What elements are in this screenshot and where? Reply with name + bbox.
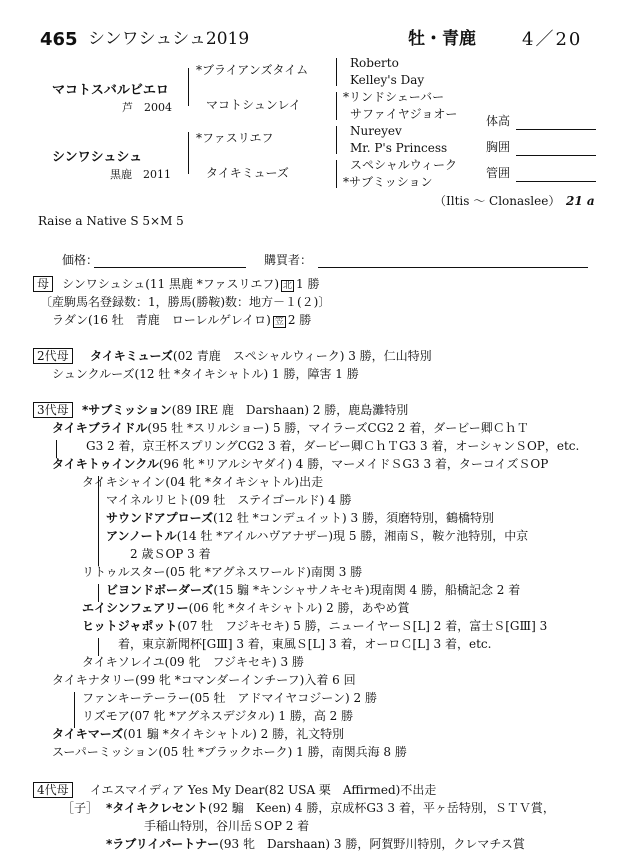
third-dam-line-rest: タイキシャイン(04 牝 *タイキシャトル)出走 xyxy=(82,475,324,489)
cannon-label: 管囲 xyxy=(486,166,511,180)
fourth-dam-child-1-line-2: 手稲山特別，谷川岳ＳOP 2 着 xyxy=(144,819,310,833)
bracket-sire xyxy=(188,68,189,106)
dam-line-3-tail: 2 勝 xyxy=(287,313,312,327)
third-dam-line xyxy=(52,674,356,686)
third-dam-line-rest: 着，東京新聞杯[GⅢ] 3 着，東風Ｓ[L] 3 着，オーロＣ[L] 3 着，etc. xyxy=(118,637,492,651)
second-dam-line-1-rest: (02 青鹿 スペシャルウィーク) 3 勝，仁山特別 xyxy=(172,349,432,363)
sex-color: 牡・青鹿 xyxy=(408,29,476,49)
height-field[interactable] xyxy=(516,129,596,130)
third-dam-line xyxy=(52,458,548,470)
third-dam-line-bold: *サブミッション xyxy=(82,403,172,417)
third-dam-line-rest: スーパーミッション(05 牡 *ブラックホーク) 1 勝，南関兵海 8 勝 xyxy=(52,745,407,759)
ssd-name: Kelley's Day xyxy=(350,73,425,87)
child-1-name: *タイキクレセント xyxy=(106,801,209,815)
tree-bar-4 xyxy=(98,638,99,656)
price-field[interactable] xyxy=(94,267,246,268)
sss-name: Roberto xyxy=(350,56,399,70)
dam-line-2: 〔産駒馬名登録数：1，勝馬(勝鞍)数：地方－１(２)〕 xyxy=(40,295,331,309)
third-dam-line xyxy=(82,692,377,704)
dam-line-3 xyxy=(52,314,311,327)
cannon-field[interactable] xyxy=(516,181,596,182)
second-dam-line-1 xyxy=(90,350,432,362)
dam-line-3-text: ラダン(16 牡 青鹿 ローレルゲレイロ) xyxy=(52,313,271,327)
third-dam-line xyxy=(82,566,362,578)
child-tag: ［子］ xyxy=(62,801,99,815)
child-2-rest: (93 牝 Darshaan) 3 勝，阿賀野川特別，クレマチス賞 xyxy=(219,837,525,851)
tree-bar-1 xyxy=(56,440,57,458)
third-dam-line-rest: (07 牡 フジキセキ) 5 勝，ニューイヤーＳ[L] 2 着，富士Ｓ[GⅢ] 3 xyxy=(177,619,548,633)
fourth-dam-child-2 xyxy=(106,838,525,850)
price-label: 価格： xyxy=(62,253,99,267)
ds-name: *ファスリエフ xyxy=(196,131,274,145)
third-dam-line-rest: タイキソレイユ(09 牝 フジキセキ) 3 勝 xyxy=(82,655,304,669)
bracket-dam xyxy=(188,132,189,174)
dam-line-3-badge: 笠 xyxy=(274,317,284,327)
height-label: 体高 xyxy=(486,114,511,128)
third-dam-line-rest: (12 牡 *コンデュイット) 3 勝，須磨特別，鶴橋特別 xyxy=(213,511,494,525)
dss-name: Nureyev xyxy=(350,124,402,138)
child-2-name: *ラブリイパートナー xyxy=(106,837,220,851)
sdd-name: サファイヤジョオー xyxy=(350,107,458,121)
third-dam-line-rest: マイネルリヒト(09 牡 ステイゴールド) 4 勝 xyxy=(106,493,352,507)
tree-bar-2 xyxy=(98,476,99,566)
chest-label: 胸囲 xyxy=(486,140,511,154)
sd-name: マコトシュンレイ xyxy=(206,98,301,112)
birth-date: 4／20 xyxy=(522,29,583,50)
third-dam-line-bold: アンノートル xyxy=(106,529,177,543)
third-dam-tag: 3代母 xyxy=(33,402,73,418)
third-dam-line-rest: (06 牝 *タイキシャトル) 2 勝，あやめ賞 xyxy=(188,601,410,615)
third-dam-line xyxy=(82,656,304,668)
bracket-dd xyxy=(336,160,337,188)
bracket-ds xyxy=(336,126,337,154)
third-dam-line-rest: (96 牝 *リアルシヤダイ) 4 勝，マーメイドＳG3 3 着，ターコイズＳOP xyxy=(158,457,549,471)
buyer-field[interactable] xyxy=(318,267,588,268)
dd-name: タイキミューズ xyxy=(206,166,289,180)
third-dam-line-rest: ファンキーテーラー(05 牡 アドマイヤコジーン) 2 勝 xyxy=(82,691,377,705)
third-dam-line-rest: (14 牡 *アイルハヴアナザー)現 5 勝，湘南Ｓ，鞍ケ池特別，中京 xyxy=(176,529,529,543)
sds-name: *リンドシェーバー xyxy=(343,90,445,104)
third-dam-line xyxy=(106,584,520,596)
dsd-name: Mr. P's Princess xyxy=(350,141,448,155)
dam-line-1-badge: 北 xyxy=(283,281,293,291)
third-dam-line-rest: タイキナタリー(99 牝 *コマンダーインチーフ)入着 6 回 xyxy=(52,673,356,687)
lot-number: 465 xyxy=(40,29,78,50)
third-dam-line xyxy=(82,602,410,614)
third-dam-line xyxy=(82,620,547,632)
third-dam-line-bold: タイキブライドル xyxy=(52,421,148,435)
fourth-dam-child-1 xyxy=(106,802,555,814)
third-dam-line-rest: (89 IRE 鹿 Darshaan) 2 勝，鹿島灘特別 xyxy=(171,403,409,417)
bracket-sd xyxy=(336,92,337,120)
buyer-label: 購買者： xyxy=(264,253,313,267)
third-dam-line xyxy=(106,494,352,506)
family-number: 21 a xyxy=(566,194,595,208)
dam-tag: 母 xyxy=(33,276,53,292)
dam-info: 黒鹿 2011 xyxy=(110,168,171,181)
third-dam-line xyxy=(52,728,344,740)
tree-bar-5 xyxy=(74,692,75,728)
third-dam-line xyxy=(86,440,579,452)
third-dam-line xyxy=(82,710,353,722)
third-dam-line xyxy=(106,530,528,542)
third-dam-line-bold: ビヨンドボーダーズ xyxy=(106,583,214,597)
third-dam-line-rest: (15 騸 *キンシャサノキセキ)現南関 4 勝，船橋記念 2 着 xyxy=(213,583,521,597)
second-dam-name: タイキミューズ xyxy=(90,349,173,363)
third-dam-line-bold: タイキマーズ xyxy=(52,727,124,741)
third-dam-line xyxy=(130,548,211,560)
dam-line-1 xyxy=(62,278,319,291)
horse-name: シンワシュシュ2019 xyxy=(88,29,250,49)
ss-name: *ブライアンズタイム xyxy=(196,63,309,77)
sire-name: マコトスバルビエロ xyxy=(52,83,169,98)
child-1-rest: (92 騸 Keen) 4 勝，京成杯G3 3 着，平ヶ岳特別，ＳＴＶ賞， xyxy=(208,801,555,815)
third-dam-line xyxy=(82,476,323,488)
third-dam-line xyxy=(52,422,529,434)
third-dam-line-rest: 2 歳ＳOP 3 着 xyxy=(130,547,211,561)
third-dam-line-bold: ヒットジャポット xyxy=(82,619,178,633)
third-dam-line-rest: (01 騸 *タイキシャトル) 2 勝，礼文特別 xyxy=(123,727,345,741)
fourth-dam-line-1: イエスマイディア Yes My Dear(82 USA 栗 Affirmed)不出走 xyxy=(90,783,437,797)
dam-line-1-text: シンワシュシュ(11 黒鹿 *ファスリエフ) xyxy=(62,277,280,291)
family-line: （Iltis ～ Clonaslee） xyxy=(434,194,561,208)
third-dam-line-rest: リトゥルスター(05 牝 *アグネスワールド)南関 3 勝 xyxy=(82,565,363,579)
third-dam-line xyxy=(106,512,494,524)
third-dam-line-rest: G3 2 着，京王杯スプリングCG2 3 着，ダービー卿ＣｈＴG3 3 着，オーシャンＳOP，etc. xyxy=(86,439,580,453)
dam-line-1-tail: 1 勝 xyxy=(296,277,320,291)
third-dam-line xyxy=(82,404,408,416)
third-dam-line-bold: タイキトゥインクル xyxy=(52,457,159,471)
chest-field[interactable] xyxy=(516,155,596,156)
second-dam-line-2: シュンクルーズ(12 牡 *タイキシャトル) 1 勝，障害 1 勝 xyxy=(52,367,359,381)
sire-info: 芦 2004 xyxy=(122,101,172,114)
third-dam-line-rest: リズモア(07 牝 *アグネスデジタル) 1 勝，高 2 勝 xyxy=(82,709,354,723)
third-dam-line-rest: (95 牡 *スリルショー) 5 勝，マイラーズCG2 2 着，ダービー卿ＣｈＴ xyxy=(147,421,529,435)
bracket-ss xyxy=(336,58,337,86)
third-dam-line-bold: サウンドアプローズ xyxy=(106,511,214,525)
dam-name: シンワシュシュ xyxy=(52,150,143,165)
ddd-name: *サブミッション xyxy=(343,175,433,189)
third-dam-line xyxy=(118,638,491,650)
second-dam-tag: 2代母 xyxy=(33,348,73,364)
third-dam-line-bold: エイシンフェアリー xyxy=(82,601,189,615)
inbreeding: Raise a Native S 5×M 5 xyxy=(38,214,184,228)
tree-bar-3 xyxy=(98,584,99,602)
fourth-dam-tag: 4代母 xyxy=(33,782,73,798)
third-dam-line xyxy=(52,746,407,758)
dds-name: スペシャルウィーク xyxy=(350,158,458,172)
